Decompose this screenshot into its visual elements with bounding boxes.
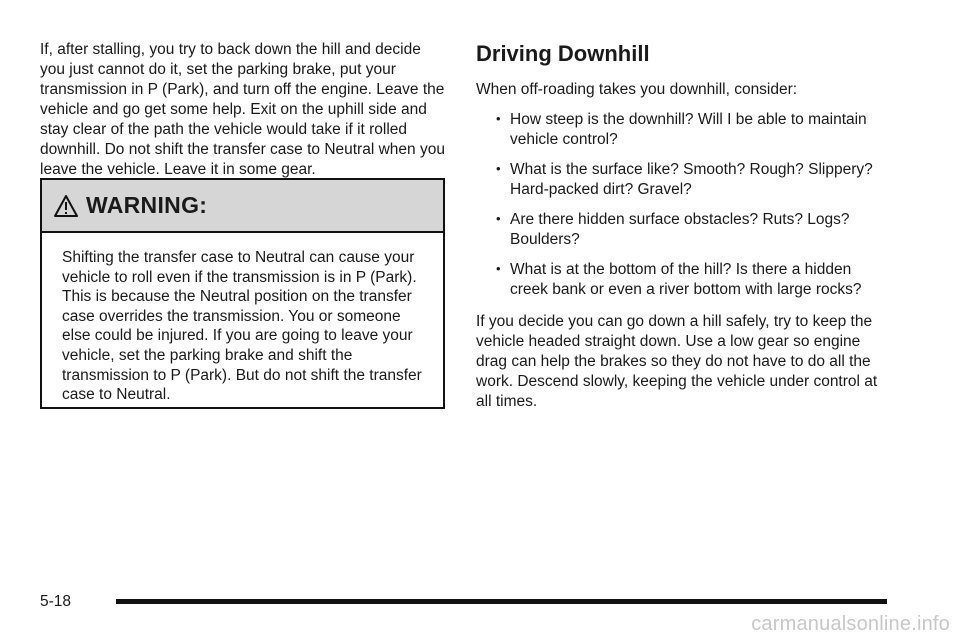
list-item <box>476 110 886 150</box>
list-item-text: How steep is the downhill? Will I be able to maintain vehicle control? <box>510 111 867 148</box>
warning-title: WARNING: <box>86 192 208 218</box>
right-column <box>476 40 886 412</box>
footer-rule <box>116 599 887 604</box>
consider-list <box>476 110 886 300</box>
section-intro: When off-roading takes you downhill, consider: <box>476 81 798 98</box>
bullet-icon: • <box>496 261 501 276</box>
warning-body: Shifting the transfer case to Neutral can cause your vehicle to roll even if the transmission is in P (Park). This is because the Neutral position on the transfer case overrides the transmission. You or someone else could be injured. If you are going to leave your vehicle, set the parking brake and shift the transmission to P (Park). But do not shift the transfer case to Neutral. <box>62 249 422 404</box>
left-column <box>40 40 445 180</box>
warning-box <box>40 178 445 409</box>
stalling-paragraph: If, after stalling, you try to back down the hill and decide you just cannot do it, set the parking brake, put your transmission in P (Park), and turn off the engine. Leave the vehicle and go get some help. Exit on the uphill side and stay clear of the path the vehicle would take if it rolled downhill. Do not shift the transfer case to Neutral when you leave the vehicle. Leave it in some gear. <box>40 41 445 178</box>
list-item <box>476 160 886 200</box>
list-item-text: Are there hidden surface obstacles? Ruts? Logs? Boulders? <box>510 211 850 248</box>
bullet-icon: • <box>496 161 501 176</box>
bullet-icon: • <box>496 211 501 226</box>
list-item-text: What is the surface like? Smooth? Rough? Slippery? Hard-packed dirt? Gravel? <box>510 161 873 198</box>
bullet-icon: • <box>496 111 501 126</box>
watermark: carmanualsonline.info <box>751 613 950 635</box>
list-item <box>476 210 886 250</box>
page-number: 5-18 <box>40 593 72 610</box>
closing-paragraph: If you decide you can go down a hill safely, try to keep the vehicle headed straight down. Use a low gear so engine drag can help the brakes so they do not have to do all the work. Descend slowly, keeping the vehicle under control at all times. <box>476 313 878 410</box>
warning-header <box>42 180 443 233</box>
section-title: Driving Downhill <box>476 41 650 66</box>
list-item <box>476 260 886 300</box>
warning-triangle-icon <box>54 194 78 218</box>
list-item-text: What is at the bottom of the hill? Is there a hidden creek bank or even a river bottom with large rocks? <box>510 261 862 298</box>
